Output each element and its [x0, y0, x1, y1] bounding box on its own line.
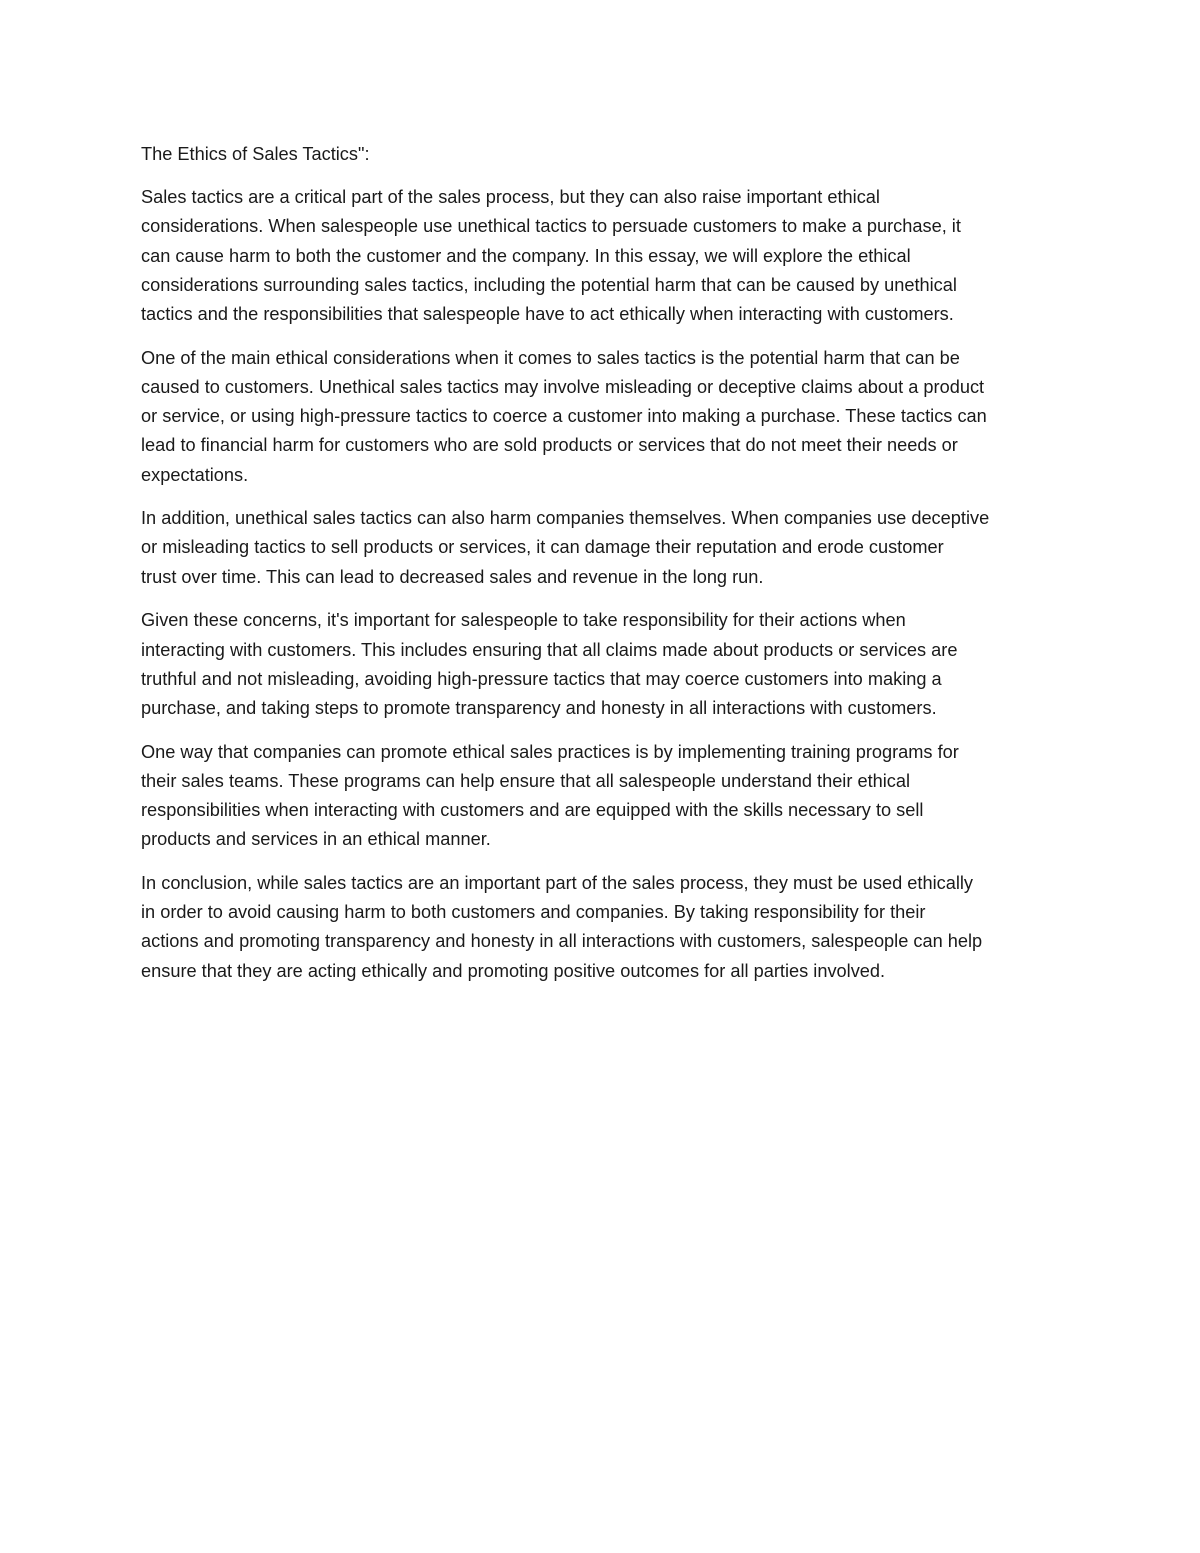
paragraph-line: their sales teams. These programs can help ensure that all salespeople understand their ethical	[141, 770, 911, 791]
paragraph-line: interacting with customers. This includes ensuring that all claims made about products or services are	[141, 639, 958, 660]
document-title: The Ethics of Sales Tactics":	[141, 144, 370, 164]
paragraph-2	[141, 344, 1066, 490]
paragraph-line: lead to financial harm for customers who are sold products or services that do not meet their needs or	[141, 435, 958, 456]
paragraph-line: truthful and not misleading, avoiding high-pressure tactics that may coerce customers into making a	[141, 668, 942, 689]
paragraph-line: or service, or using high-pressure tactics to coerce a customer into making a purchase. These tactics can	[141, 406, 987, 427]
paragraph-line: Given these concerns, it's important for salespeople to take responsibility for their actions when	[141, 610, 906, 631]
paragraph-line: Sales tactics are a critical part of the sales process, but they can also raise important ethical	[141, 187, 880, 208]
paragraph-line: expectations.	[141, 464, 249, 485]
paragraph-line: tactics and the responsibilities that salespeople have to act ethically when interacting with customers.	[141, 304, 954, 325]
paragraph-line: In conclusion, while sales tactics are an important part of the sales process, they must be used ethically	[141, 872, 973, 893]
paragraph-line: considerations. When salespeople use unethical tactics to persuade customers to make a purchase, it	[141, 216, 961, 237]
paragraph-line: or misleading tactics to sell products or services, it can damage their reputation and erode customer	[141, 537, 944, 558]
paragraph-3	[141, 504, 1066, 592]
paragraph-line: products and services in an ethical manner.	[141, 829, 491, 850]
paragraph-line: caused to customers. Unethical sales tactics may involve misleading or deceptive claims about a product	[141, 376, 985, 397]
paragraph-line: can cause harm to both the customer and the company. In this essay, we will explore the ethical	[141, 245, 911, 266]
paragraph-4	[141, 606, 1066, 723]
paragraph-line: In addition, unethical sales tactics can also harm companies themselves. When companies use deceptive	[141, 508, 990, 529]
paragraph-line: purchase, and taking steps to promote transparency and honesty in all interactions with customers.	[141, 697, 937, 718]
paragraph-line: considerations surrounding sales tactics, including the potential harm that can be caused by unethical	[141, 274, 957, 295]
paragraph-6	[141, 869, 1066, 986]
paragraph-line: One way that companies can promote ethical sales practices is by implementing training programs for	[141, 741, 959, 762]
document-body	[141, 140, 1066, 1000]
paragraph-line: responsibilities when interacting with customers and are equipped with the skills necessary to sell	[141, 800, 924, 821]
paragraph-line: One of the main ethical considerations when it comes to sales tactics is the potential harm that can be	[141, 347, 960, 368]
paragraph-line: trust over time. This can lead to decreased sales and revenue in the long run.	[141, 566, 764, 587]
paragraph-line: in order to avoid causing harm to both customers and companies. By taking responsibility for their	[141, 902, 926, 923]
paragraph-5	[141, 738, 1066, 855]
paragraph-line: ensure that they are acting ethically and promoting positive outcomes for all parties involved.	[141, 960, 886, 981]
paragraph-line: actions and promoting transparency and honesty in all interactions with customers, salespeople can help	[141, 931, 983, 952]
paragraph-1	[141, 183, 1066, 329]
